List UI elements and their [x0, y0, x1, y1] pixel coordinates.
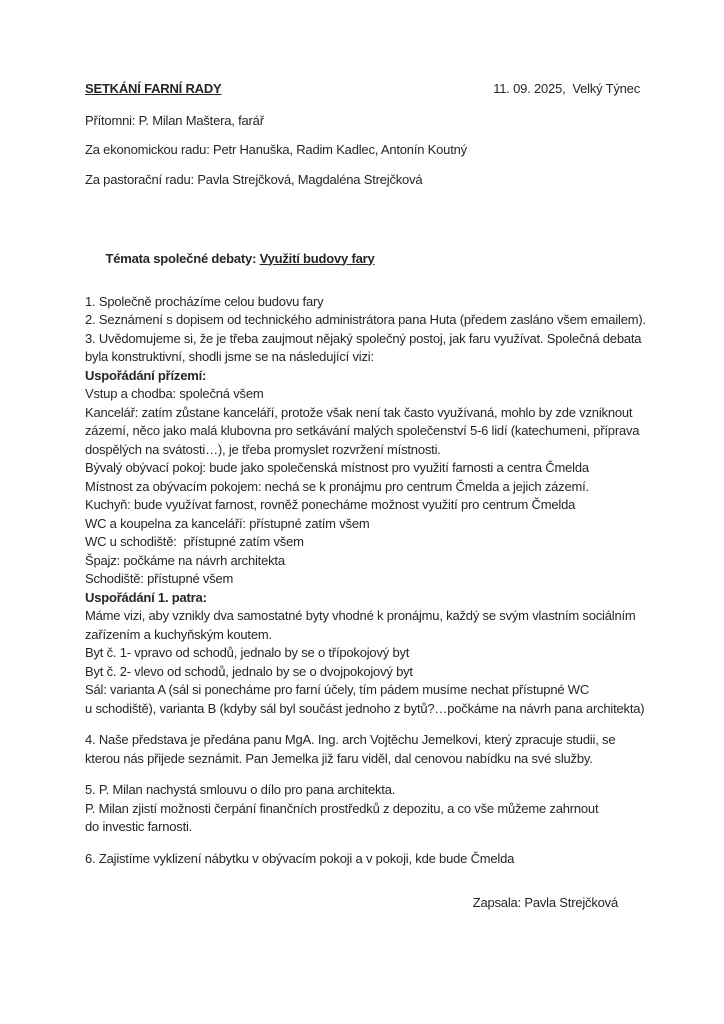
document-line: WC u schodiště: přístupné zatím všem: [85, 534, 304, 549]
topics-heading-prefix: Témata společné debaty:: [105, 250, 260, 266]
document-line: Sál: varianta A (sál si ponecháme pro farní účely, tím pádem musíme nechat přístupné WC: [85, 682, 590, 697]
document-line: Místnost za obývacím pokojem: nechá se k pronájmu pro centrum Čmelda a jejich zázemí.: [85, 478, 589, 494]
document-line: kterou nás přijede seznámit. Pan Jemelka již faru viděl, dal cenovou nabídku na své služby.: [85, 750, 593, 766]
document-line: WC a koupelna za kanceláří: přístupné zatím všem: [85, 515, 370, 531]
document-line: 5. P. Milan nachystá smlouvu o dílo pro pana architekta.: [85, 782, 396, 797]
document-line: Bývalý obývací pokoj: bude jako společenská místnost pro využití farnosti a centra Čmelda: [85, 460, 589, 475]
item-4-paragraph: [85, 731, 640, 768]
document-line: u schodiště), varianta B (kdyby sál byl součást jednoho z bytů?…počkáme na návrh pana architekta): [85, 700, 645, 716]
document-line: Špajz: počkáme na návrh architekta: [85, 552, 285, 568]
document-date-location: 11. 09. 2025, Velký Týnec: [493, 81, 640, 96]
document-line: Byt č. 2- vlevo od schodů, jednalo by se o dvojpokojový byt: [85, 663, 413, 679]
attendees-present-line: Přítomni: P. Milan Maštera, farář: [85, 112, 264, 128]
item-6-paragraph: [85, 850, 640, 869]
document-line: Máme vizi, aby vznikly dva samostatné byty vhodné k pronájmu, každý se svým vlastním sociálním: [85, 608, 636, 623]
document-line: dospělých na svátosti…), je třeba promyslet rozvržení místnosti.: [85, 441, 441, 457]
topics-heading: [85, 231, 640, 287]
document-line: zařízením a kuchyňským koutem.: [85, 626, 272, 642]
document-line: Byt č. 1- vpravo od schodů, jednalo by se o třípokojový byt: [85, 645, 410, 660]
document-line: 1. Společně procházíme celou budovu fary: [85, 293, 324, 309]
document-title: SETKÁNÍ FARNÍ RADY: [85, 81, 222, 96]
document-line: 3. Uvědomujeme si, že je třeba zaujmout nějaký společný postoj, jak faru využívat. Společná debata: [85, 330, 642, 346]
signature: Zapsala: Pavla Strejčková: [472, 895, 618, 910]
document-line: P. Milan zjistí možnosti čerpání finančních prostředků z depozitu, a co vše můžeme zahrnout: [85, 800, 599, 816]
attendees-economic-council-line: Za ekonomickou radu: Petr Hanuška, Radim Kadlec, Antonín Koutný: [85, 142, 467, 157]
document-header: [85, 80, 640, 99]
document-line: Vstup a chodba: společná všem: [85, 386, 264, 401]
document-line: Kuchyň: bude využívat farnost, rovněž ponecháme možnost využití pro centrum Čmelda: [85, 497, 576, 512]
debate-notes-block: [85, 293, 646, 719]
document-line: byla konstruktivní, shodli jsme se na následující vizi:: [85, 349, 374, 364]
document-line: Schodiště: přístupné všem: [85, 571, 234, 586]
document-line: 4. Naše představa je předána panu MgA. Ing. arch Vojtěchu Jemelkovi, který zpracuje studii, se: [85, 732, 616, 747]
item-5-paragraph: [85, 781, 640, 837]
topics-heading-underlined: Využití budovy fary: [259, 250, 375, 266]
document-line: do investic farnosti.: [85, 819, 193, 834]
document-line: zázemí, něco jako malá klubovna pro setkávání malých společenství 5-6 lidí (katechumeni, příprava: [85, 423, 640, 438]
document-line: Uspořádání 1. patra:: [85, 589, 207, 605]
document-line: 6. Zajistíme vyklizení nábytku v obývacím pokoji a v pokoji, kde bude Čmelda: [85, 850, 515, 866]
document-line: Kancelář: zatím zůstane kanceláří, protože však není tak často využívaná, mohlo by zde vzniknout: [85, 404, 633, 420]
document-line: 2. Seznámení s dopisem od technického administrátora pana Huta (předem zasláno všem emailem).: [85, 312, 646, 327]
attendees-pastoral-council-line: Za pastorační radu: Pavla Strejčková, Magdaléna Strejčková: [85, 171, 423, 187]
document-line: Uspořádání přízemí:: [85, 367, 207, 383]
